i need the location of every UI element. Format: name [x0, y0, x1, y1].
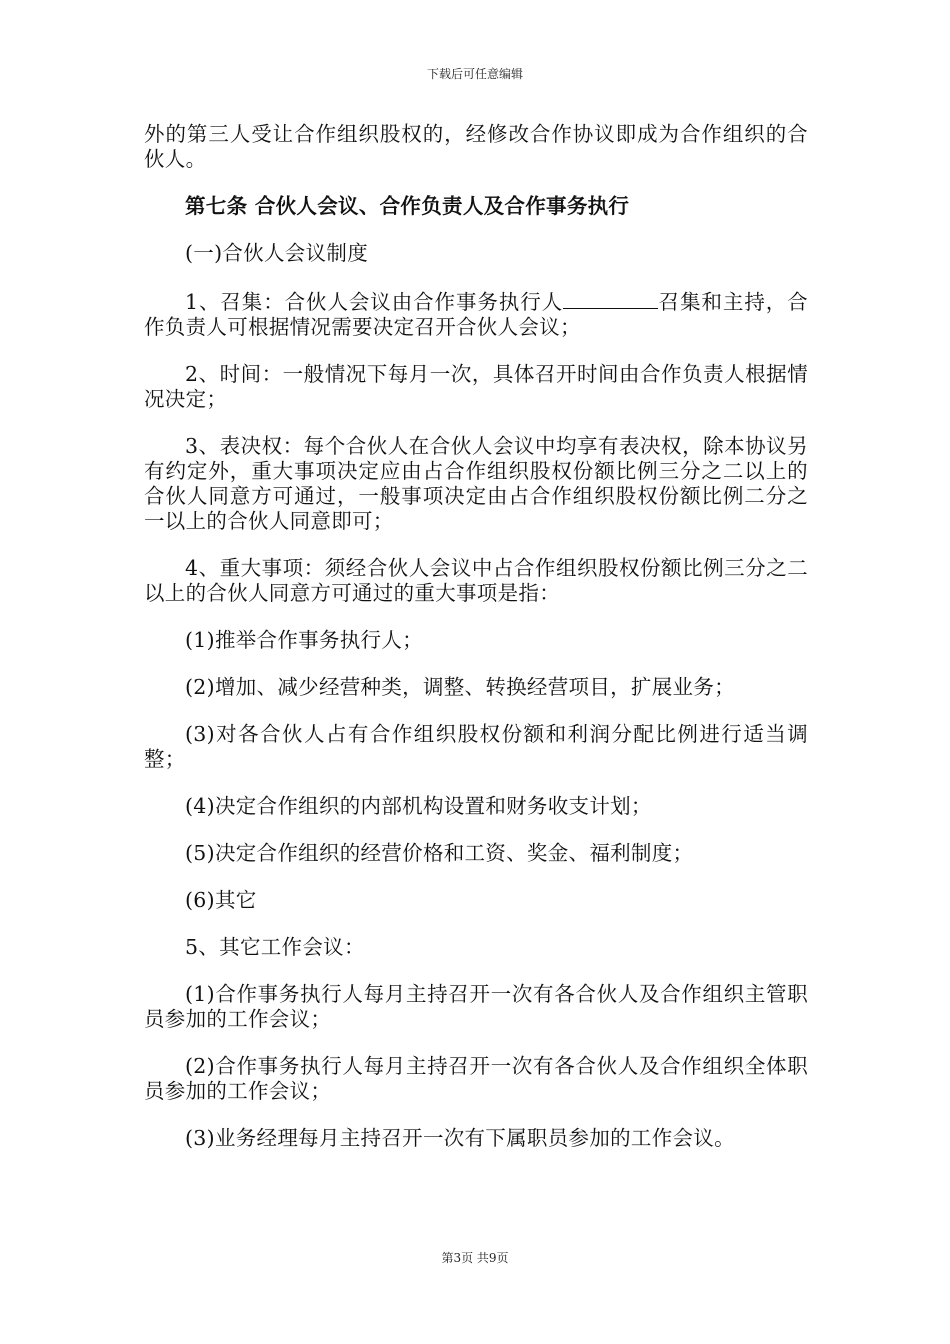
document-body — [144, 122, 808, 1173]
page-footer: 第3页 共9页 — [441, 1251, 509, 1265]
list-item: (4)决定合作组织的内部机构设置和财务收支计划； — [185, 794, 652, 818]
paragraph-convene — [144, 288, 808, 340]
fill-in-blank — [563, 288, 658, 309]
list-item: (3)对各合伙人占有合作组织股权份额和利润分配比例进行适当调整； — [144, 722, 808, 771]
list-item: (5)决定合作组织的经营价格和工资、奖金、福利制度； — [185, 841, 694, 865]
paragraph-vote: 3、表决权：每个合伙人在合伙人会议中均享有表决权，除本协议另有约定外，重大事项决定应由占合作组织股权份额比例三分之二以上的合伙人同意方可通过，一般事项决定由占合作组织股权份额比例二分之一以上的合伙人同意即可； — [144, 434, 808, 533]
list-item: (1)合作事务执行人每月主持召开一次有各合伙人及合作组织主管职员参加的工作会议； — [144, 982, 808, 1031]
convene-text-after: 召集和主持，合作负责人可根据情况需要决定召开合伙人会议； — [144, 290, 808, 339]
article-heading: 第七条 合伙人会议、合作负责人及合作事务执行 — [185, 194, 630, 218]
list-item: (1)推举合作事务执行人； — [185, 628, 423, 652]
paragraph-intro: 外的第三人受让合作组织股权的，经修改合作协议即成为合作组织的合伙人。 — [144, 122, 808, 171]
list-item: (6)其它 — [185, 888, 257, 912]
section-title: (一)合伙人会议制度 — [185, 241, 368, 265]
page-header: 下载后可任意编辑 — [426, 67, 523, 81]
list-item: (2)合作事务执行人每月主持召开一次有各合伙人及合作组织全体职员参加的工作会议； — [144, 1054, 808, 1103]
paragraph-time: 2、时间：一般情况下每月一次，具体召开时间由合作负责人根据情况决定； — [144, 362, 808, 411]
paragraph-major-matters: 4、重大事项：须经合伙人会议中占合作组织股权份额比例三分之二以上的合伙人同意方可通过的重大事项是指： — [144, 556, 808, 605]
convene-text-before: 1、召集：合伙人会议由合作事务执行人 — [185, 290, 564, 314]
list-item: (2)增加、减少经营种类，调整、转换经营项目，扩展业务； — [185, 675, 735, 699]
paragraph-other-meetings: 5、其它工作会议： — [185, 935, 365, 959]
list-item: (3)业务经理每月主持召开一次有下属职员参加的工作会议。 — [185, 1126, 735, 1150]
